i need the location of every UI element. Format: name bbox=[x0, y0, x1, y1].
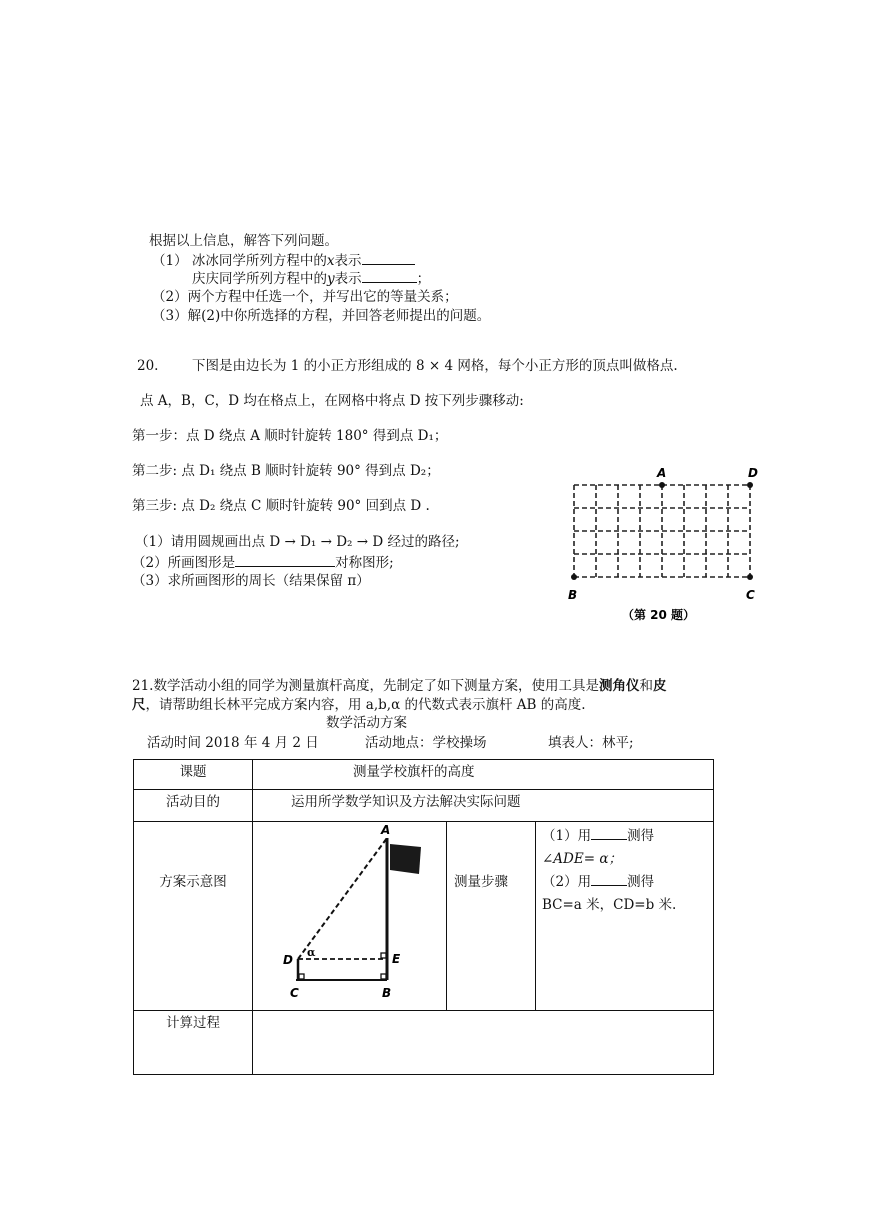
q20-point-b bbox=[571, 574, 577, 580]
q20-question2 bbox=[132, 553, 394, 572]
step1-tool-blank[interactable] bbox=[591, 826, 627, 840]
q20-label-b: B bbox=[568, 588, 578, 602]
step2-measure: BC=a 米，CD=b 米. bbox=[542, 897, 677, 913]
q19-part1-text-b: 表示 bbox=[334, 253, 362, 269]
row-calc-label: 计算过程 bbox=[134, 1011, 253, 1075]
sight-line-da bbox=[298, 838, 387, 959]
q20-point-d bbox=[747, 482, 753, 488]
q20-step3: 第三步: 点 D₂ 绕点 C 顺时针旋转 90° 回到点 D . bbox=[132, 498, 430, 514]
q21-plan-title: 数学活动方案 bbox=[326, 715, 407, 731]
right-angle-b bbox=[381, 974, 386, 979]
q20-line2: 点 A，B，C，D 均在格点上，在网格中将点 D 按下列步骤移动: bbox=[140, 393, 524, 409]
q21-activity-time: 活动时间 2018 年 4 月 2 日 bbox=[147, 735, 319, 751]
q19-answer-blank-y[interactable] bbox=[362, 269, 417, 283]
q20-step1: 第一步：点 D 绕点 A 顺时针旋转 180° 得到点 D₁； bbox=[132, 428, 448, 444]
row-purpose-label: 活动目的 bbox=[134, 790, 253, 822]
row-diagram-label: 方案示意图 bbox=[134, 822, 253, 1011]
q20-answer-blank[interactable] bbox=[235, 553, 335, 567]
q20-label-a: A bbox=[657, 466, 667, 480]
q20-point-c bbox=[747, 574, 753, 580]
q20-line1: 下图是由边长为 1 的小正方形组成的 8 × 4 网格，每个小正方形的顶点叫做格点. bbox=[192, 358, 678, 374]
q21-line1-text: 21.数学活动小组的同学为测量旗杆高度，先制定了如下测量方案，使用工具是 bbox=[132, 678, 599, 694]
q19-part2: （2）两个方程中任选一个，并写出它的等量关系； bbox=[152, 289, 458, 305]
q20-question3: （3）求所画图形的周长（结果保留 π） bbox=[132, 573, 370, 589]
row-steps-content bbox=[536, 822, 714, 1011]
q21-line2 bbox=[132, 696, 586, 714]
diagram-label-a: A bbox=[381, 823, 391, 837]
diagram-label-alpha: α bbox=[307, 946, 316, 959]
q21-activity-place: 活动地点：学校操场 bbox=[365, 735, 487, 751]
q19-part3: （3）解(2)中你所选择的方程，并回答老师提出的问题。 bbox=[152, 308, 491, 324]
table-row bbox=[134, 1011, 714, 1075]
diagram-label-c: C bbox=[290, 986, 299, 1000]
flagpole-diagram bbox=[253, 822, 445, 1006]
q19-var-y: y bbox=[327, 271, 335, 287]
q21-line2-text: ，请帮助组长林平完成方案内容，用 a,b,α 的代数式表示旗杆 AB 的高度. bbox=[145, 697, 586, 713]
step2-tool-blank[interactable] bbox=[591, 872, 627, 886]
right-angle-c bbox=[299, 974, 304, 979]
q21-tool1: 测角仪 bbox=[598, 678, 640, 694]
q21-line1 bbox=[132, 677, 666, 695]
right-angle-e bbox=[381, 953, 386, 958]
row-topic-label: 课题 bbox=[134, 760, 253, 790]
q19-part1-line1 bbox=[152, 251, 415, 270]
q19-part1-text-a: （1） 冰冰同学所列方程中的 bbox=[152, 253, 327, 269]
q19-part1-line2 bbox=[192, 269, 430, 288]
q20-number: 20. bbox=[137, 358, 159, 374]
q20-figure-caption: （第 20 题） bbox=[622, 608, 696, 622]
row-diagram-cell bbox=[253, 822, 447, 1011]
q19-var-x: x bbox=[326, 253, 335, 269]
table-row bbox=[134, 822, 714, 1011]
row-steps-label: 测量步骤 bbox=[447, 822, 536, 1011]
q21-and: 和 bbox=[639, 678, 653, 694]
q19-answer-blank-x[interactable] bbox=[362, 251, 415, 265]
table-row bbox=[134, 790, 714, 822]
step1-text-a: （1）用 bbox=[542, 828, 592, 844]
q19-part1-text-c: 庆庆同学所列方程中的 bbox=[192, 271, 327, 287]
q21-plan-table bbox=[133, 759, 714, 1075]
q20-label-d: D bbox=[748, 466, 758, 480]
step2-text-a: （2）用 bbox=[542, 874, 592, 890]
q20-question2-text-a: （2）所画图形是 bbox=[132, 555, 236, 571]
q20-question1: （1）请用圆规画出点 D → D₁ → D₂ → D 经过的路径; bbox=[135, 534, 460, 550]
q20-grid-lines bbox=[574, 485, 750, 577]
q20-grid-figure bbox=[560, 462, 770, 627]
q20-point-a bbox=[659, 482, 665, 488]
step2-line1 bbox=[542, 871, 713, 894]
flag-shape bbox=[390, 844, 421, 874]
q20-step2: 第二步: 点 D₁ 绕点 B 顺时针旋转 90° 得到点 D₂； bbox=[132, 463, 440, 479]
q21-tool2b: 尺 bbox=[132, 697, 146, 713]
row-topic-value: 测量学校旗杆的高度 bbox=[253, 760, 714, 790]
q20-label-c: C bbox=[746, 588, 755, 602]
q21-tool2a: 皮 bbox=[652, 678, 667, 694]
diagram-label-b: B bbox=[382, 986, 392, 1000]
step2-text-b: 测得 bbox=[627, 874, 655, 890]
q19-intro: 根据以上信息，解答下列问题。 bbox=[149, 233, 338, 249]
row-purpose-value: 运用所学数学知识及方法解决实际问题 bbox=[253, 790, 714, 822]
diagram-label-d: D bbox=[283, 953, 293, 967]
step2-line2 bbox=[542, 894, 713, 917]
q19-part1-text-e: ； bbox=[416, 271, 431, 287]
row-calc-value[interactable] bbox=[253, 1011, 714, 1075]
q20-question2-text-b: 对称图形; bbox=[335, 555, 394, 571]
step1-line2 bbox=[542, 848, 713, 871]
diagram-label-e: E bbox=[392, 952, 401, 966]
q21-filler: 填表人：林平; bbox=[548, 735, 634, 751]
step1-line1 bbox=[542, 825, 713, 848]
step1-text-b: 测得 bbox=[627, 828, 655, 844]
step1-angle: ∠ADE= α； bbox=[542, 851, 622, 867]
table-row bbox=[134, 760, 714, 790]
q19-part1-text-d: 表示 bbox=[334, 271, 362, 287]
